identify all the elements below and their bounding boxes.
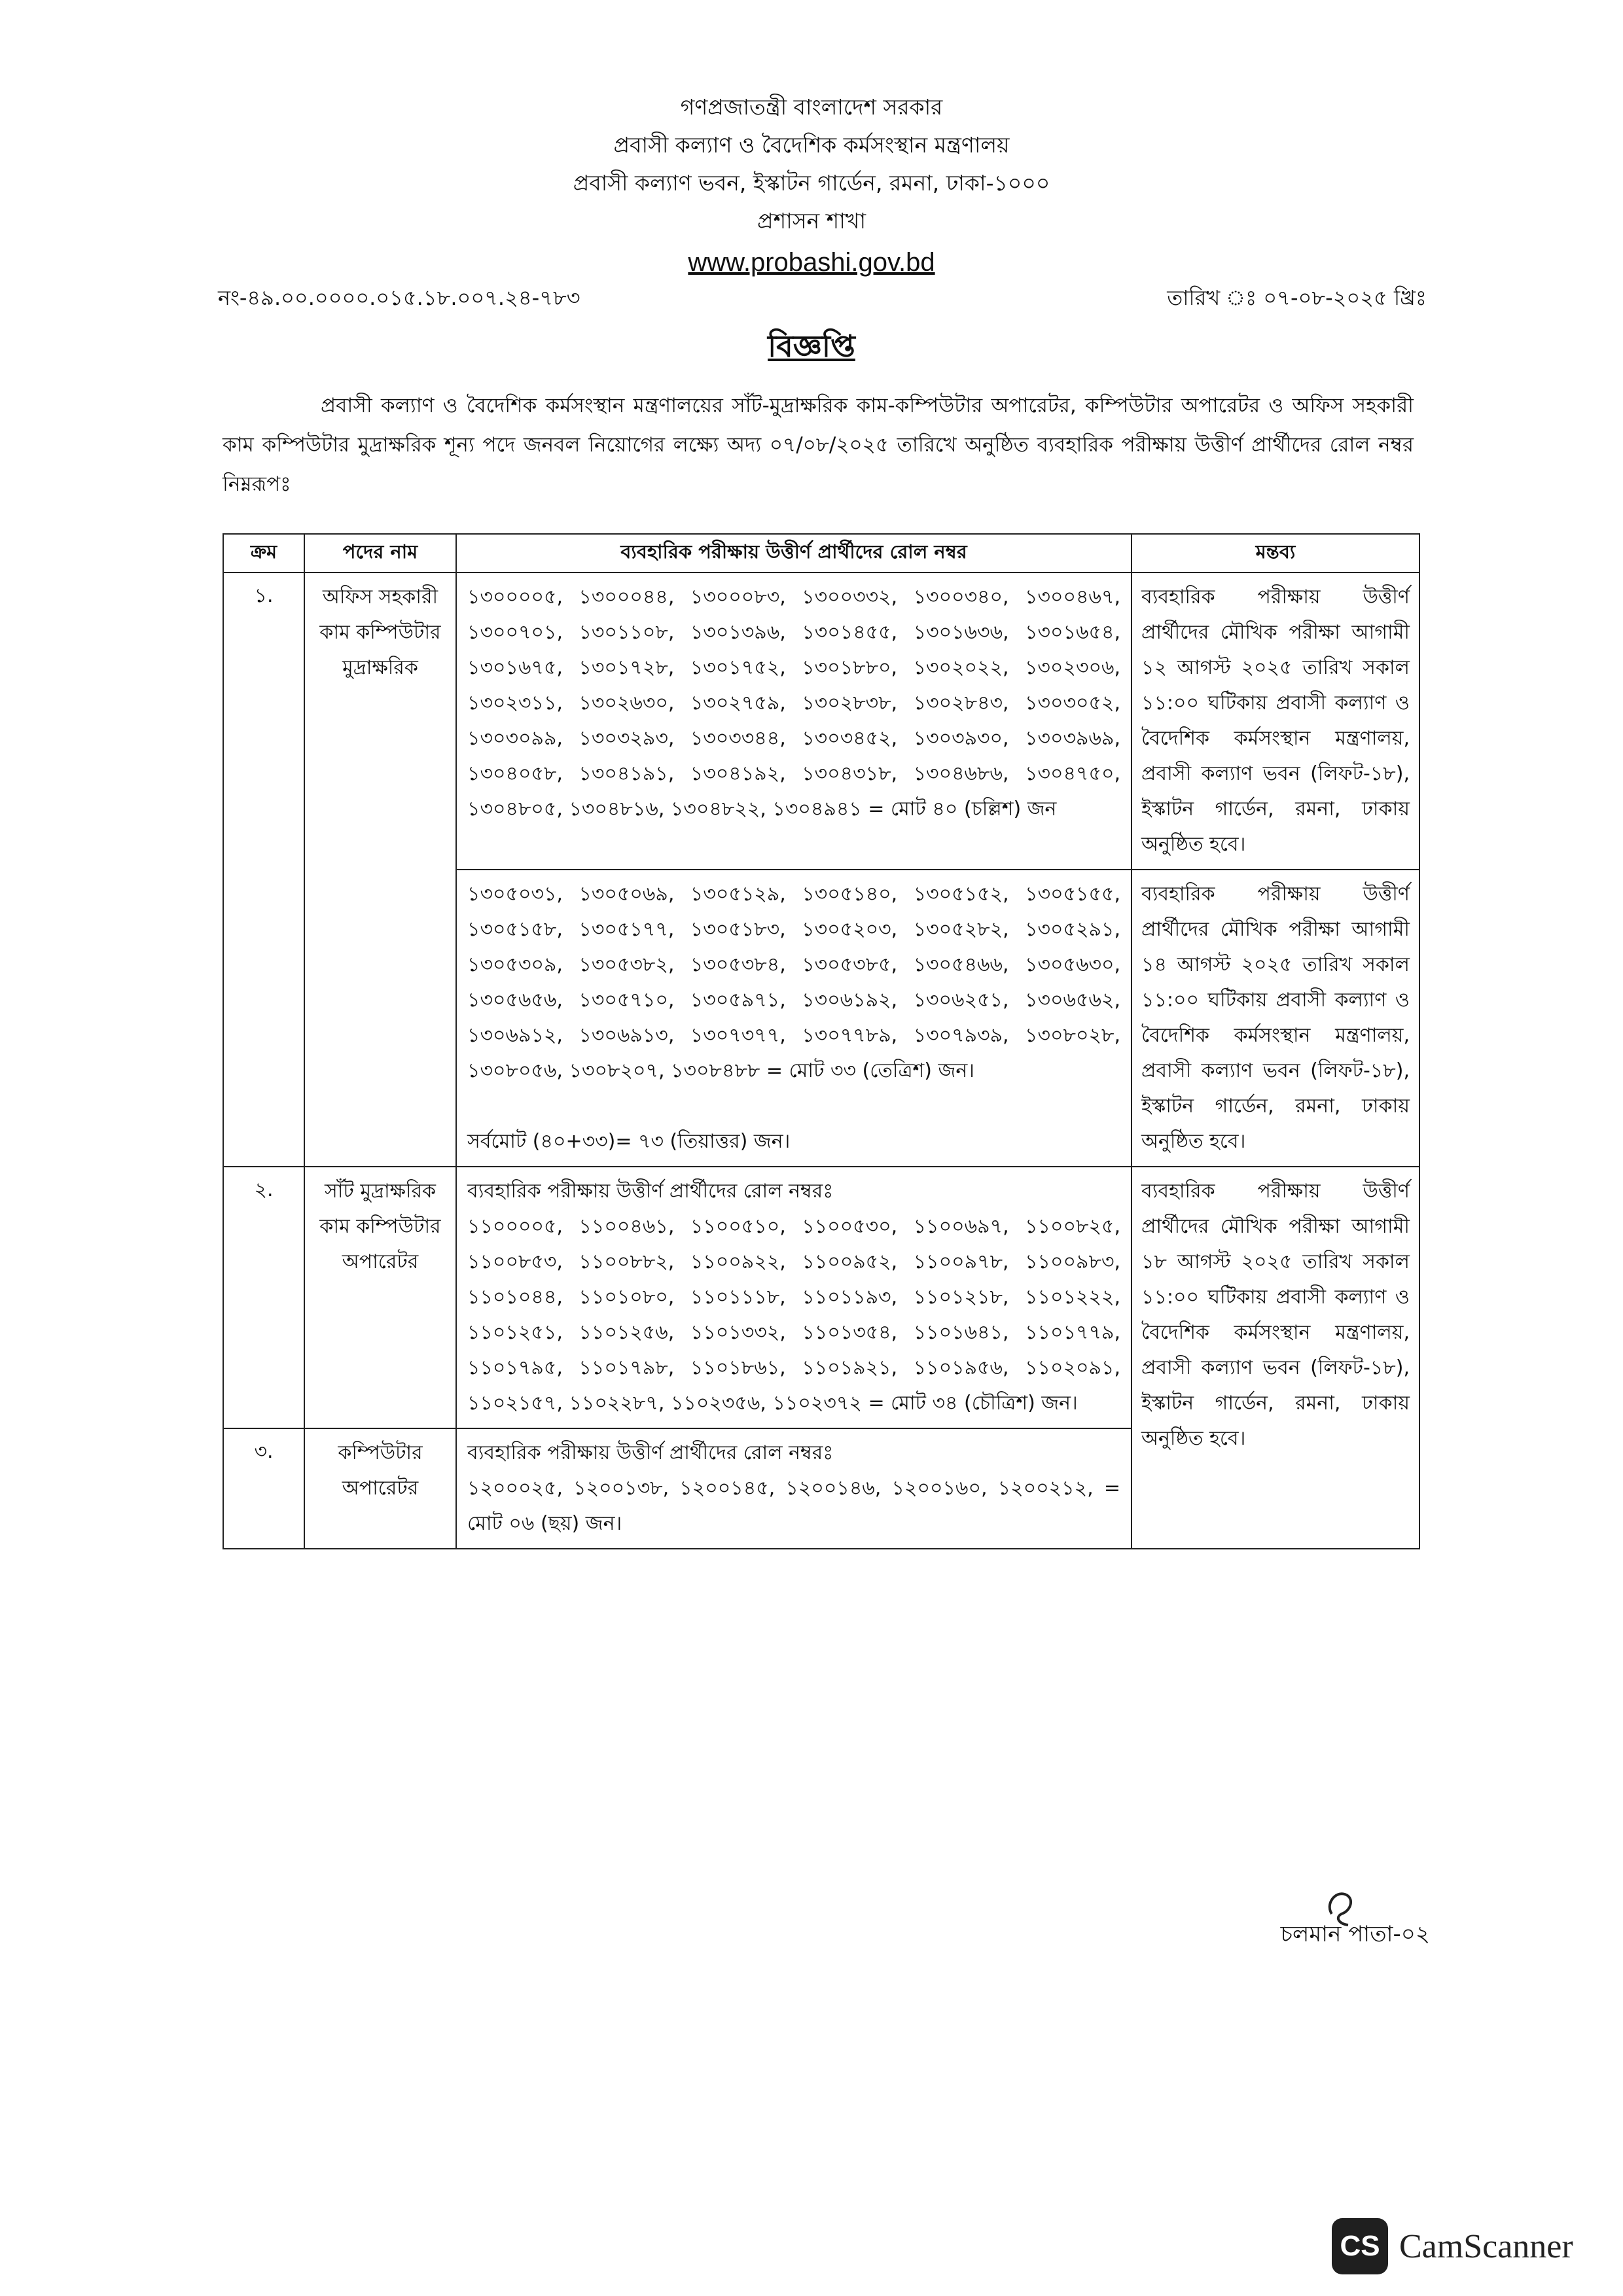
rolls-heading: ব্যবহারিক পরীক্ষায় উত্তীর্ণ প্রার্থীদের রোল নম্বরঃ: [467, 1180, 834, 1203]
memo-number: নং-৪৯.০০.০০০০.০১৫.১৮.০০৭.২৪-৭৮৩: [218, 285, 580, 310]
table-header-row: [223, 534, 1419, 573]
row-serial: ৩.: [223, 1428, 304, 1549]
remark-viva: ব্যবহারিক পরীক্ষায় উত্তীর্ণ প্রার্থীদের মৌখিক পরীক্ষা আগামী ১৮ আগস্ট ২০২৫ তারিখ সকাল ১১:০০ ঘটিকায় প্রবাসী কল্যাণ ও বৈদেশিক কর্মসংস্থান মন্ত্রণালয়, প্রবাসী কল্যাণ ভবন (লিফট-১৮), ইস্কাটন গার্ডেন, রমনা, ঢাকায় অনুষ্ঠিত হবে।: [1132, 1167, 1419, 1549]
roll-numbers: ১১০০০০৫, ১১০০৪৬১, ১১০০৫১০, ১১০০৫৩০, ১১০০৬৯৭, ১১০০৮২৫, ১১০০৮৫৩, ১১০০৮৮২, ১১০০৯২২, ১১০০৯৫২, ১১০০৯৭৮, ১১০০৯৮৩, ১১০১০৪৪, ১১০১০৮০, ১১০১১১৮, ১১০১১৯৩, ১১০১২১৮, ১১০১২২২, ১১০১২৫১, ১১০১২৫৬, ১১০১৩৩২, ১১০১৩৫৪, ১১০১৬৪১, ১১০১৭৭৯, ১১০১৭৯৫, ১১০১৭৯৮, ১১০১৮৬১, ১১০১৯২১, ১১০১৯৫৬, ১১০২০৯১, ১১০২১৫৭, ১১০২২৮৭, ১১০২৩৫৬, ১১০২৩৭২ = মোট ৩৪ (চৌত্রিশ) জন।: [467, 1215, 1120, 1415]
post-name: অফিস সহকারী কাম কম্পিউটার মুদ্রাক্ষরিক: [304, 573, 456, 1167]
table-row: [223, 573, 1419, 870]
roll-numbers-cell: [456, 1428, 1132, 1549]
table-row: [223, 1167, 1419, 1428]
section-name: প্রশাসন শাখা: [757, 208, 866, 234]
continued-page-note: চলমান পাতা-০২: [1280, 1921, 1430, 1947]
row-serial: ১.: [223, 573, 304, 1167]
col-header-sl: ক্রম: [223, 534, 304, 573]
roll-numbers-cell: [456, 870, 1132, 1167]
post-name: কম্পিউটার অপারেটর: [304, 1428, 456, 1549]
roll-numbers: ১৩০৫০৩১, ১৩০৫০৬৯, ১৩০৫১২৯, ১৩০৫১৪০, ১৩০৫১৫২, ১৩০৫১৫৫, ১৩০৫১৫৮, ১৩০৫১৭৭, ১৩০৫১৮৩, ১৩০৫২০৩, ১৩০৫২৮২, ১৩০৫২৯১, ১৩০৫৩০৯, ১৩০৫৩৮২, ১৩০৫৩৮৪, ১৩০৫৩৮৫, ১৩০৫৪৬৬, ১৩০৫৬৩০, ১৩০৫৬৫৬, ১৩০৫৭১০, ১৩০৫৯৭১, ১৩০৬১৯২, ১৩০৬২৫১, ১৩০৬৫৬২, ১৩০৬৯১২, ১৩০৬৯১৩, ১৩০৭৩৭৭, ১৩০৭৭৮৯, ১৩০৭৯৩৯, ১৩০৮০২৮, ১৩০৮০৫৬, ১৩০৮২০৭, ১৩০৮৪৮৮ = মোট ৩৩ (তেত্রিশ) জন।: [467, 883, 1120, 1082]
col-header-post: পদের নাম: [304, 534, 456, 573]
roll-numbers-cell: [456, 1167, 1132, 1428]
notice-date: তারিখ ঃ ০৭-০৮-২০২৫ খ্রিঃ: [1167, 285, 1427, 310]
grand-total: সর্বমোট (৪০+৩৩)= ৭৩ (তিয়াত্তর) জন।: [467, 1130, 791, 1153]
col-header-remark: মন্তব্য: [1132, 534, 1419, 573]
letterhead: [0, 88, 1623, 277]
ministry-name: প্রবাসী কল্যাণ ও বৈদেশিক কর্মসংস্থান মন্ত্রণালয়: [613, 132, 1010, 158]
remark-viva: ব্যবহারিক পরীক্ষায় উত্তীর্ণ প্রার্থীদের মৌখিক পরীক্ষা আগামী ১৪ আগস্ট ২০২৫ তারিখ সকাল ১১:০০ ঘটিকায় প্রবাসী কল্যাণ ও বৈদেশিক কর্মসংস্থান মন্ত্রণালয়, প্রবাসী কল্যাণ ভবন (লিফট-১৮), ইস্কাটন গার্ডেন, রমনা, ঢাকায় অনুষ্ঠিত হবে।: [1132, 870, 1419, 1167]
camscanner-watermark: CamScanner: [1399, 2228, 1573, 2265]
camscanner-logo-icon: CS: [1332, 2218, 1388, 2274]
col-header-rolls: ব্যবহারিক পরীক্ষায় উত্তীর্ণ প্রার্থীদের রোল নম্বর: [456, 534, 1132, 573]
remark-viva: ব্যবহারিক পরীক্ষায় উত্তীর্ণ প্রার্থীদের মৌখিক পরীক্ষা আগামী ১২ আগস্ট ২০২৫ তারিখ সকাল ১১:০০ ঘটিকায় প্রবাসী কল্যাণ ও বৈদেশিক কর্মসংস্থান মন্ত্রণালয়, প্রবাসী কল্যাণ ভবন (লিফট-১৮), ইস্কাটন গার্ডেন, রমনা, ঢাকায় অনুষ্ঠিত হবে।: [1132, 573, 1419, 870]
notice-title: বিজ্ঞপ্তি: [768, 328, 855, 364]
ministry-address: প্রবাসী কল্যাণ ভবন, ইস্কাটন গার্ডেন, রমনা, ঢাকা-১০০০: [573, 170, 1050, 196]
govt-name: গণপ্রজাতন্ত্রী বাংলাদেশ সরকার: [680, 94, 943, 120]
roll-numbers: ১২০০০২৫, ১২০০১৩৮, ১২০০১৪৫, ১২০০১৪৬, ১২০০১৬০, ১২০০২১২, = মোট ০৬ (ছয়) জন।: [467, 1477, 1120, 1535]
website-link[interactable]: www.probashi.gov.bd: [688, 248, 935, 277]
row-serial: ২.: [223, 1167, 304, 1428]
roll-numbers: ১৩০০০০৫, ১৩০০০৪৪, ১৩০০০৮৩, ১৩০০৩৩২, ১৩০০৩৪০, ১৩০০৪৬৭, ১৩০০৭০১, ১৩০১১০৮, ১৩০১৩৯৬, ১৩০১৪৫৫, ১৩০১৬৩৬, ১৩০১৬৫৪, ১৩০১৬৭৫, ১৩০১৭২৮, ১৩০১৭৫২, ১৩০১৮৮০, ১৩০২০২২, ১৩০২৩০৬, ১৩০২৩১১, ১৩০২৬৩০, ১৩০২৭৫৯, ১৩০২৮৩৮, ১৩০২৮৪৩, ১৩০৩০৫২, ১৩০৩০৯৯, ১৩০৩২৯৩, ১৩০৩৩৪৪, ১৩০৩৪৫২, ১৩০৩৯৩০, ১৩০৩৯৬৯, ১৩০৪০৫৮, ১৩০৪১৯১, ১৩০৪১৯২, ১৩০৪৩১৮, ১৩০৪৬৮৬, ১৩০৪৭৫০, ১৩০৪৮০৫, ১৩০৪৮১৬, ১৩০৪৮২২, ১৩০৪৯৪১ = মোট ৪০ (চল্লিশ) জন: [456, 573, 1132, 870]
results-table: [223, 533, 1420, 1549]
notice-intro: প্রবাসী কল্যাণ ও বৈদেশিক কর্মসংস্থান মন্ত্রণালয়ের সাঁট-মুদ্রাক্ষরিক কাম-কম্পিউটার অপারেটর, কম্পিউটার অপারেটর ও অফিস সহকারী কাম কম্পিউটার মুদ্রাক্ষরিক শূন্য পদে জনবল নিয়োগের লক্ষ্যে অদ্য ০৭/০৮/২০২৫ তারিখে অনুষ্ঠিত ব্যবহারিক পরীক্ষায় উত্তীর্ণ প্রার্থীদের রোল নম্বর নিম্নরূপঃ: [223, 394, 1414, 496]
post-name: সাঁট মুদ্রাক্ষরিক কাম কম্পিউটার অপারেটর: [304, 1167, 456, 1428]
rolls-heading: ব্যবহারিক পরীক্ষায় উত্তীর্ণ প্রার্থীদের রোল নম্বরঃ: [467, 1441, 834, 1464]
